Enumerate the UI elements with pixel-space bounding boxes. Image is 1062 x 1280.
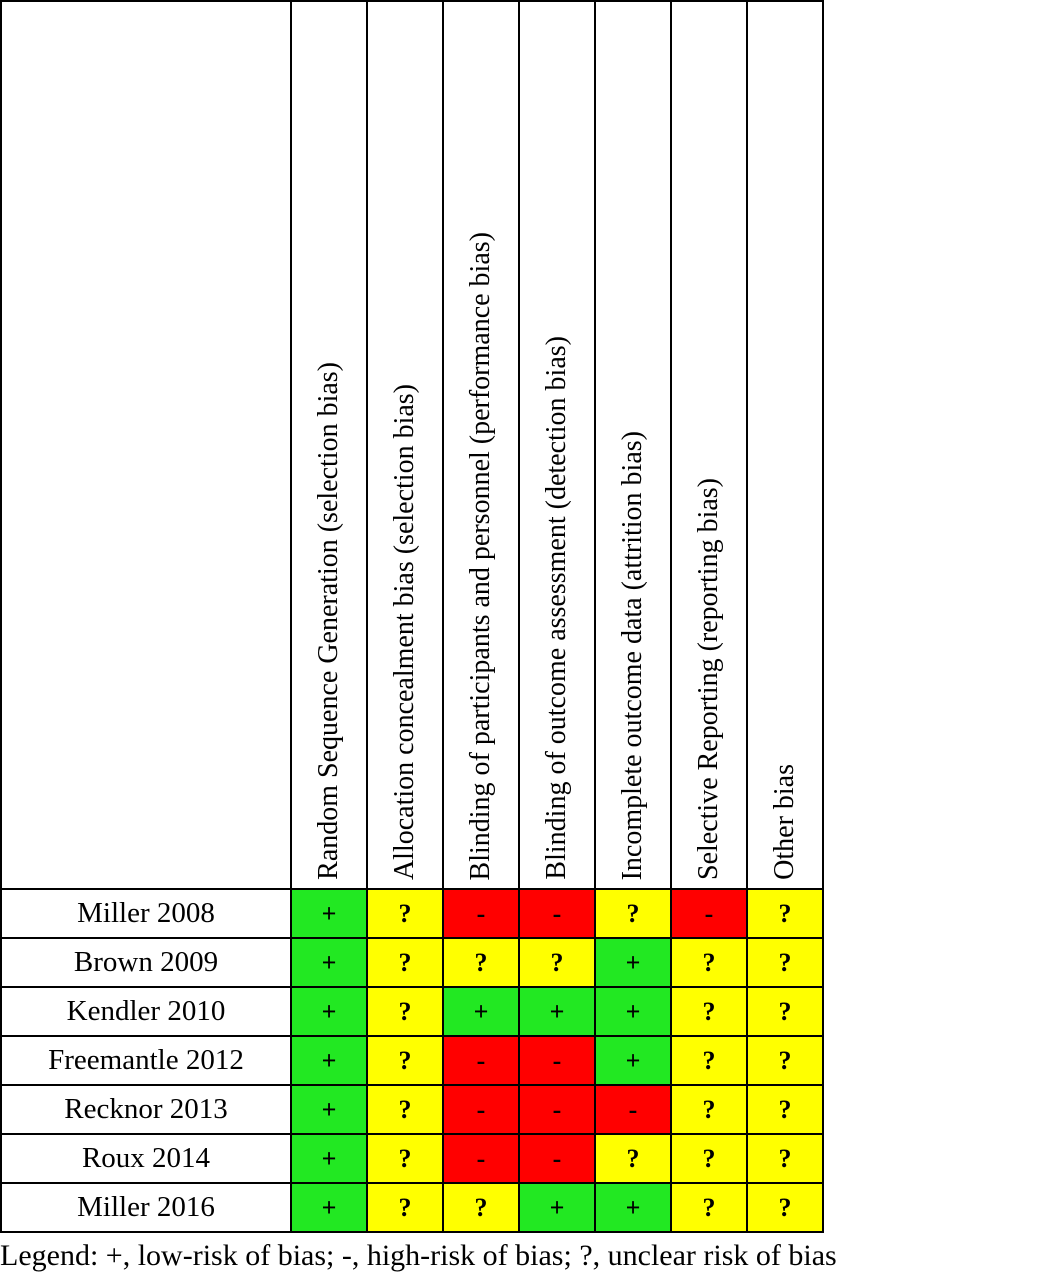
rating-cell: ? bbox=[747, 1134, 823, 1183]
rating-cell: ? bbox=[747, 889, 823, 938]
rating-cell: - bbox=[443, 1036, 519, 1085]
rating-cell: - bbox=[443, 889, 519, 938]
study-name: Miller 2008 bbox=[1, 889, 291, 938]
rating-cell: ? bbox=[443, 1183, 519, 1232]
rating-cell: + bbox=[291, 938, 367, 987]
table-body bbox=[1, 889, 823, 1232]
table-row bbox=[1, 938, 823, 987]
rating-cell: - bbox=[519, 889, 595, 938]
rating-cell: + bbox=[595, 1036, 671, 1085]
study-name: Kendler 2010 bbox=[1, 987, 291, 1036]
table-row bbox=[1, 987, 823, 1036]
rating-cell: + bbox=[595, 987, 671, 1036]
col-header-blinding-outcome: Blinding of outcome assessment (detection bias) bbox=[519, 1, 595, 889]
rating-cell: + bbox=[519, 1183, 595, 1232]
rating-cell: ? bbox=[671, 938, 747, 987]
study-name: Recknor 2013 bbox=[1, 1085, 291, 1134]
rating-cell: + bbox=[443, 987, 519, 1036]
rating-cell: + bbox=[291, 987, 367, 1036]
rating-cell: ? bbox=[747, 987, 823, 1036]
rating-cell: - bbox=[671, 889, 747, 938]
rating-cell: + bbox=[595, 1183, 671, 1232]
rating-cell: ? bbox=[367, 938, 443, 987]
col-header-allocation-concealment: Allocation concealment bias (selection bias) bbox=[367, 1, 443, 889]
table-row bbox=[1, 1183, 823, 1232]
rating-cell: - bbox=[519, 1134, 595, 1183]
table-row bbox=[1, 1036, 823, 1085]
col-header-random-sequence: Random Sequence Generation (selection bias) bbox=[291, 1, 367, 889]
rating-cell: ? bbox=[367, 1036, 443, 1085]
rating-cell: ? bbox=[519, 938, 595, 987]
rating-cell: - bbox=[519, 1036, 595, 1085]
rating-cell: ? bbox=[747, 938, 823, 987]
study-name: Brown 2009 bbox=[1, 938, 291, 987]
rating-cell: - bbox=[443, 1134, 519, 1183]
table-row bbox=[1, 1085, 823, 1134]
rating-cell: + bbox=[291, 889, 367, 938]
study-name: Miller 2016 bbox=[1, 1183, 291, 1232]
rating-cell: ? bbox=[595, 1134, 671, 1183]
col-header-blinding-participants: Blinding of participants and personnel (performance bias) bbox=[443, 1, 519, 889]
col-header-other-bias: Other bias bbox=[747, 1, 823, 889]
rating-cell: + bbox=[519, 987, 595, 1036]
rating-cell: + bbox=[595, 938, 671, 987]
rating-cell: ? bbox=[367, 987, 443, 1036]
col-header-incomplete-outcome: Incomplete outcome data (attrition bias) bbox=[595, 1, 671, 889]
rating-cell: ? bbox=[367, 1183, 443, 1232]
table-row bbox=[1, 889, 823, 938]
rating-cell: - bbox=[595, 1085, 671, 1134]
rating-cell: ? bbox=[671, 1036, 747, 1085]
rating-cell: ? bbox=[671, 1134, 747, 1183]
rating-cell: ? bbox=[671, 1085, 747, 1134]
rating-cell: ? bbox=[747, 1183, 823, 1232]
header-row bbox=[1, 1, 823, 889]
corner-cell bbox=[1, 1, 291, 889]
rating-cell: ? bbox=[595, 889, 671, 938]
rating-cell: ? bbox=[367, 1085, 443, 1134]
study-name: Freemantle 2012 bbox=[1, 1036, 291, 1085]
rating-cell: + bbox=[291, 1036, 367, 1085]
rating-cell: ? bbox=[671, 1183, 747, 1232]
rating-cell: + bbox=[291, 1085, 367, 1134]
legend: Legend: +, low-risk of bias; -, high-risk of bias; ?, unclear risk of bias bbox=[0, 1239, 837, 1272]
rating-cell: ? bbox=[367, 1134, 443, 1183]
rating-cell: - bbox=[443, 1085, 519, 1134]
study-name: Roux 2014 bbox=[1, 1134, 291, 1183]
col-header-selective-reporting: Selective Reporting (reporting bias) bbox=[671, 1, 747, 889]
table-row bbox=[1, 1134, 823, 1183]
rating-cell: + bbox=[291, 1183, 367, 1232]
rating-cell: ? bbox=[747, 1085, 823, 1134]
rating-cell: ? bbox=[671, 987, 747, 1036]
rating-cell: + bbox=[291, 1134, 367, 1183]
rating-cell: ? bbox=[367, 889, 443, 938]
rating-cell: ? bbox=[747, 1036, 823, 1085]
rating-cell: - bbox=[519, 1085, 595, 1134]
rating-cell: ? bbox=[443, 938, 519, 987]
